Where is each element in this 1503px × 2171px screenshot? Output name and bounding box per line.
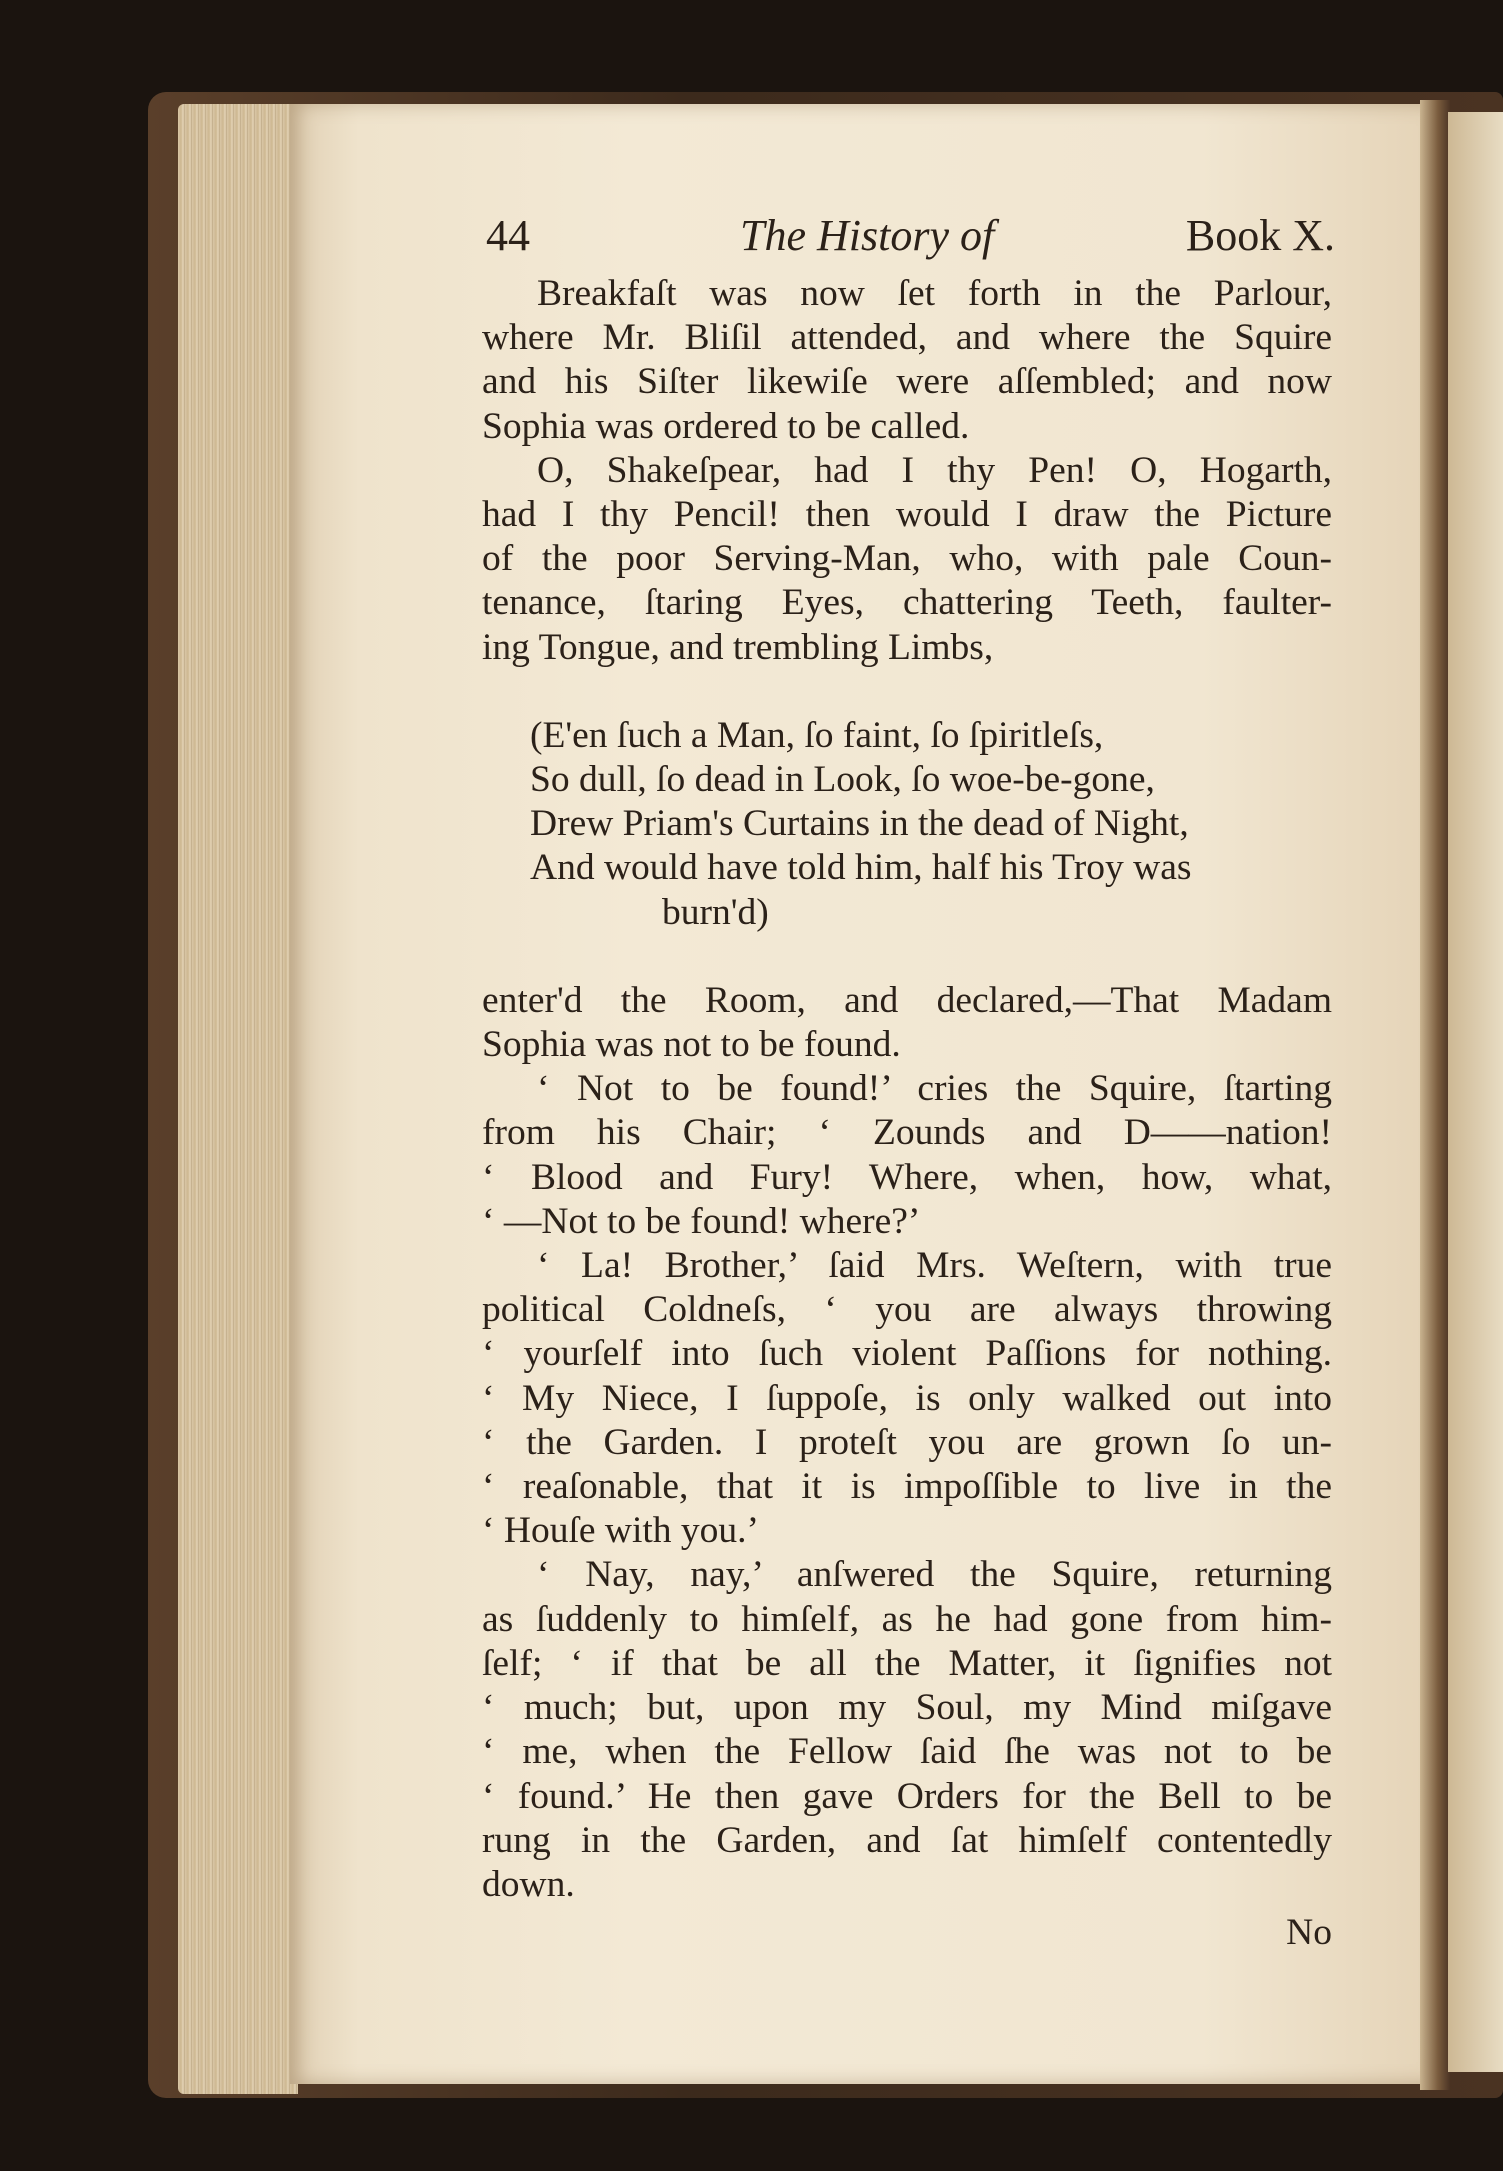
text-line: ‘ much; but, upon my Soul, my Mind miſgave (482, 1687, 1332, 1729)
text-line: ing Tongue, and trembling Limbs, (482, 626, 994, 668)
catchword: No (1286, 1912, 1332, 1954)
text-line: ‘ Nay, nay,’ anſwered the Squire, returning (537, 1554, 1332, 1596)
text-line: as ſuddenly to himſelf, as he had gone from him- (482, 1598, 1332, 1640)
facing-page-edge (1448, 112, 1503, 2072)
text-line: tenance, ſtaring Eyes, chattering Teeth, faulter- (482, 582, 1332, 624)
text-line: rung in the Garden, and ſat himſelf contentedly (482, 1819, 1332, 1861)
text-line: ‘ reaſonable, that it is impoſſible to live in the (482, 1466, 1332, 1508)
text-line: enter'd the Room, and declared,—That Madam (482, 979, 1332, 1021)
book-gutter (1420, 100, 1450, 2090)
text-line: ‘ the Garden. I proteſt you are grown ſo un- (482, 1421, 1332, 1463)
text-line: from his Chair; ‘ Zounds and D——nation! (482, 1112, 1332, 1154)
text-line: political Coldneſs, ‘ you are always throwing (482, 1289, 1332, 1331)
page-edges (178, 104, 298, 2094)
text-line: Sophia was ordered to be called. (482, 405, 970, 447)
text-line: had I thy Pencil! then would I draw the Picture (482, 494, 1332, 536)
text-line: ‘ me, when the Fellow ſaid ſhe was not to be (482, 1731, 1332, 1773)
book-number: Book X. (1185, 211, 1335, 260)
verse-line: And would have told him, half his Troy was (530, 847, 1192, 889)
text-line: ‘ Blood and Fury! Where, when, how, what, (482, 1156, 1332, 1198)
text-line: ‘ My Niece, I ſuppoſe, is only walked out into (482, 1377, 1332, 1419)
verse-line: (E'en ſuch a Man, ſo faint, ſo ſpiritleſs, (530, 714, 1104, 756)
page-number: 44 (486, 211, 530, 260)
verse-line: So dull, ſo dead in Look, ſo woe-be-gone, (530, 759, 1155, 801)
verse-line: burn'd) (662, 891, 769, 933)
verse-line: Drew Priam's Curtains in the dead of Night, (530, 803, 1189, 845)
text-line: and his Siſter likewiſe were aſſembled; and now (482, 361, 1332, 403)
text-line: ſelf; ‘ if that be all the Matter, it ſignifies not (482, 1642, 1332, 1684)
page-text (482, 210, 1335, 1955)
text-line: Breakfaſt was now ſet forth in the Parlour, (537, 273, 1332, 314)
text-line: Sophia was not to be found. (482, 1024, 901, 1066)
text-line: ‘ La! Brother,’ ſaid Mrs. Weſtern, with true (537, 1245, 1332, 1287)
text-line: down. (482, 1863, 575, 1905)
text-line: O, Shakeſpear, had I thy Pen! O, Hogarth, (537, 449, 1332, 491)
text-line: ‘ found.’ He then gave Orders for the Bell to be (482, 1775, 1332, 1817)
text-line: of the poor Serving-Man, who, with pale Coun- (482, 538, 1332, 580)
text-line: ‘ Not to be found!’ cries the Squire, ſtarting (537, 1068, 1332, 1110)
text-line: where Mr. Bliſil attended, and where the Squire (482, 317, 1332, 359)
running-header (482, 210, 1335, 272)
text-line: ‘ Houſe with you.’ (482, 1510, 760, 1552)
text-line: ‘ yourſelf into ſuch violent Paſſions for nothing. (482, 1333, 1332, 1375)
running-title: The History of (740, 211, 995, 260)
text-line: ‘ —Not to be found! where?’ (482, 1200, 921, 1242)
